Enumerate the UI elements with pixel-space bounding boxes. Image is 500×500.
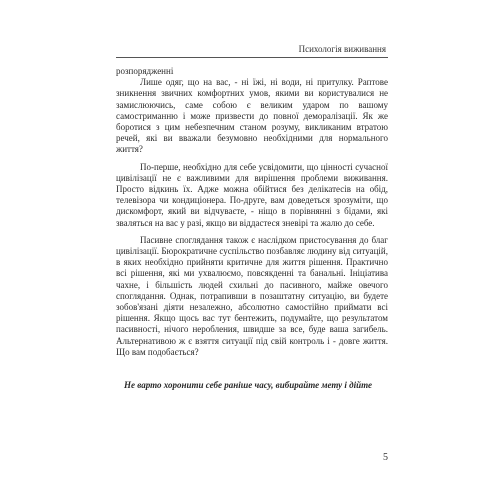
emphasis-callout: Не варто хоронити себе раніше часу, вибирайте мету і дійте: [124, 380, 372, 391]
header-rule: [116, 57, 388, 58]
running-title: Психологія виживання: [298, 44, 386, 54]
paragraph: Лише одяг, що на вас, - ні їжі, ні води, ні притулку. Раптове зникнення звичних комфортних умов, якими ви користувалися не замислюючись, саме собою є великим ударом по вашому самостриманню і може призвести до повної деморалізації. Як же боротися з цим небезпечним станом розуму, викликаним втратою речей, які ви вважали безумовно необхідними для нормального життя?: [116, 77, 388, 155]
paragraph: Пасивне споглядання також є наслідком пристосування до благ цивілізації. Бюрократичне суспільство позбавляє людину від ситуацій, в яких необхідно прийняти критичне для життя рішення. Практично всі рішення, які ми ухвалюємо, повсякденні та банальні. Ініціатива чахне, і більшість людей схильні до пасивного, майже овечого споглядання. Однак, потрапивши в позаштатну ситуацію, ви будете зобов'язані діяти незалежно, абсолютно самостійно приймати всі рішення. Якщо щось вас тут бентежить, подумайте, що результатом пасивності, нічого неробления, швидше за все, буде ваша загибель. Альтернативою ж є взяття ситуації під свій контроль і - довге життя. Що вам подобається?: [116, 234, 388, 357]
paragraph-continuation: розпорядженні: [116, 66, 174, 76]
paragraph: По-перше, необхідно для себе усвідомити, що цінності сучасної цивілізації не є важливими для вирішення проблеми виживання. Просто відкинь їх. Адже можна обійтися без делікатесів на обід, телевізора чи кондиціонера. По-друге, вам доведеться зрозуміти, що дискомфорт, який ви відчуваєте, - ніщо в порівнянні з бідами, які зваляться на вас у разі, якщо ви віддастеся зневірі та жалю до себе.: [116, 161, 388, 228]
page-number: 5: [383, 452, 388, 463]
page-body: [116, 66, 388, 391]
